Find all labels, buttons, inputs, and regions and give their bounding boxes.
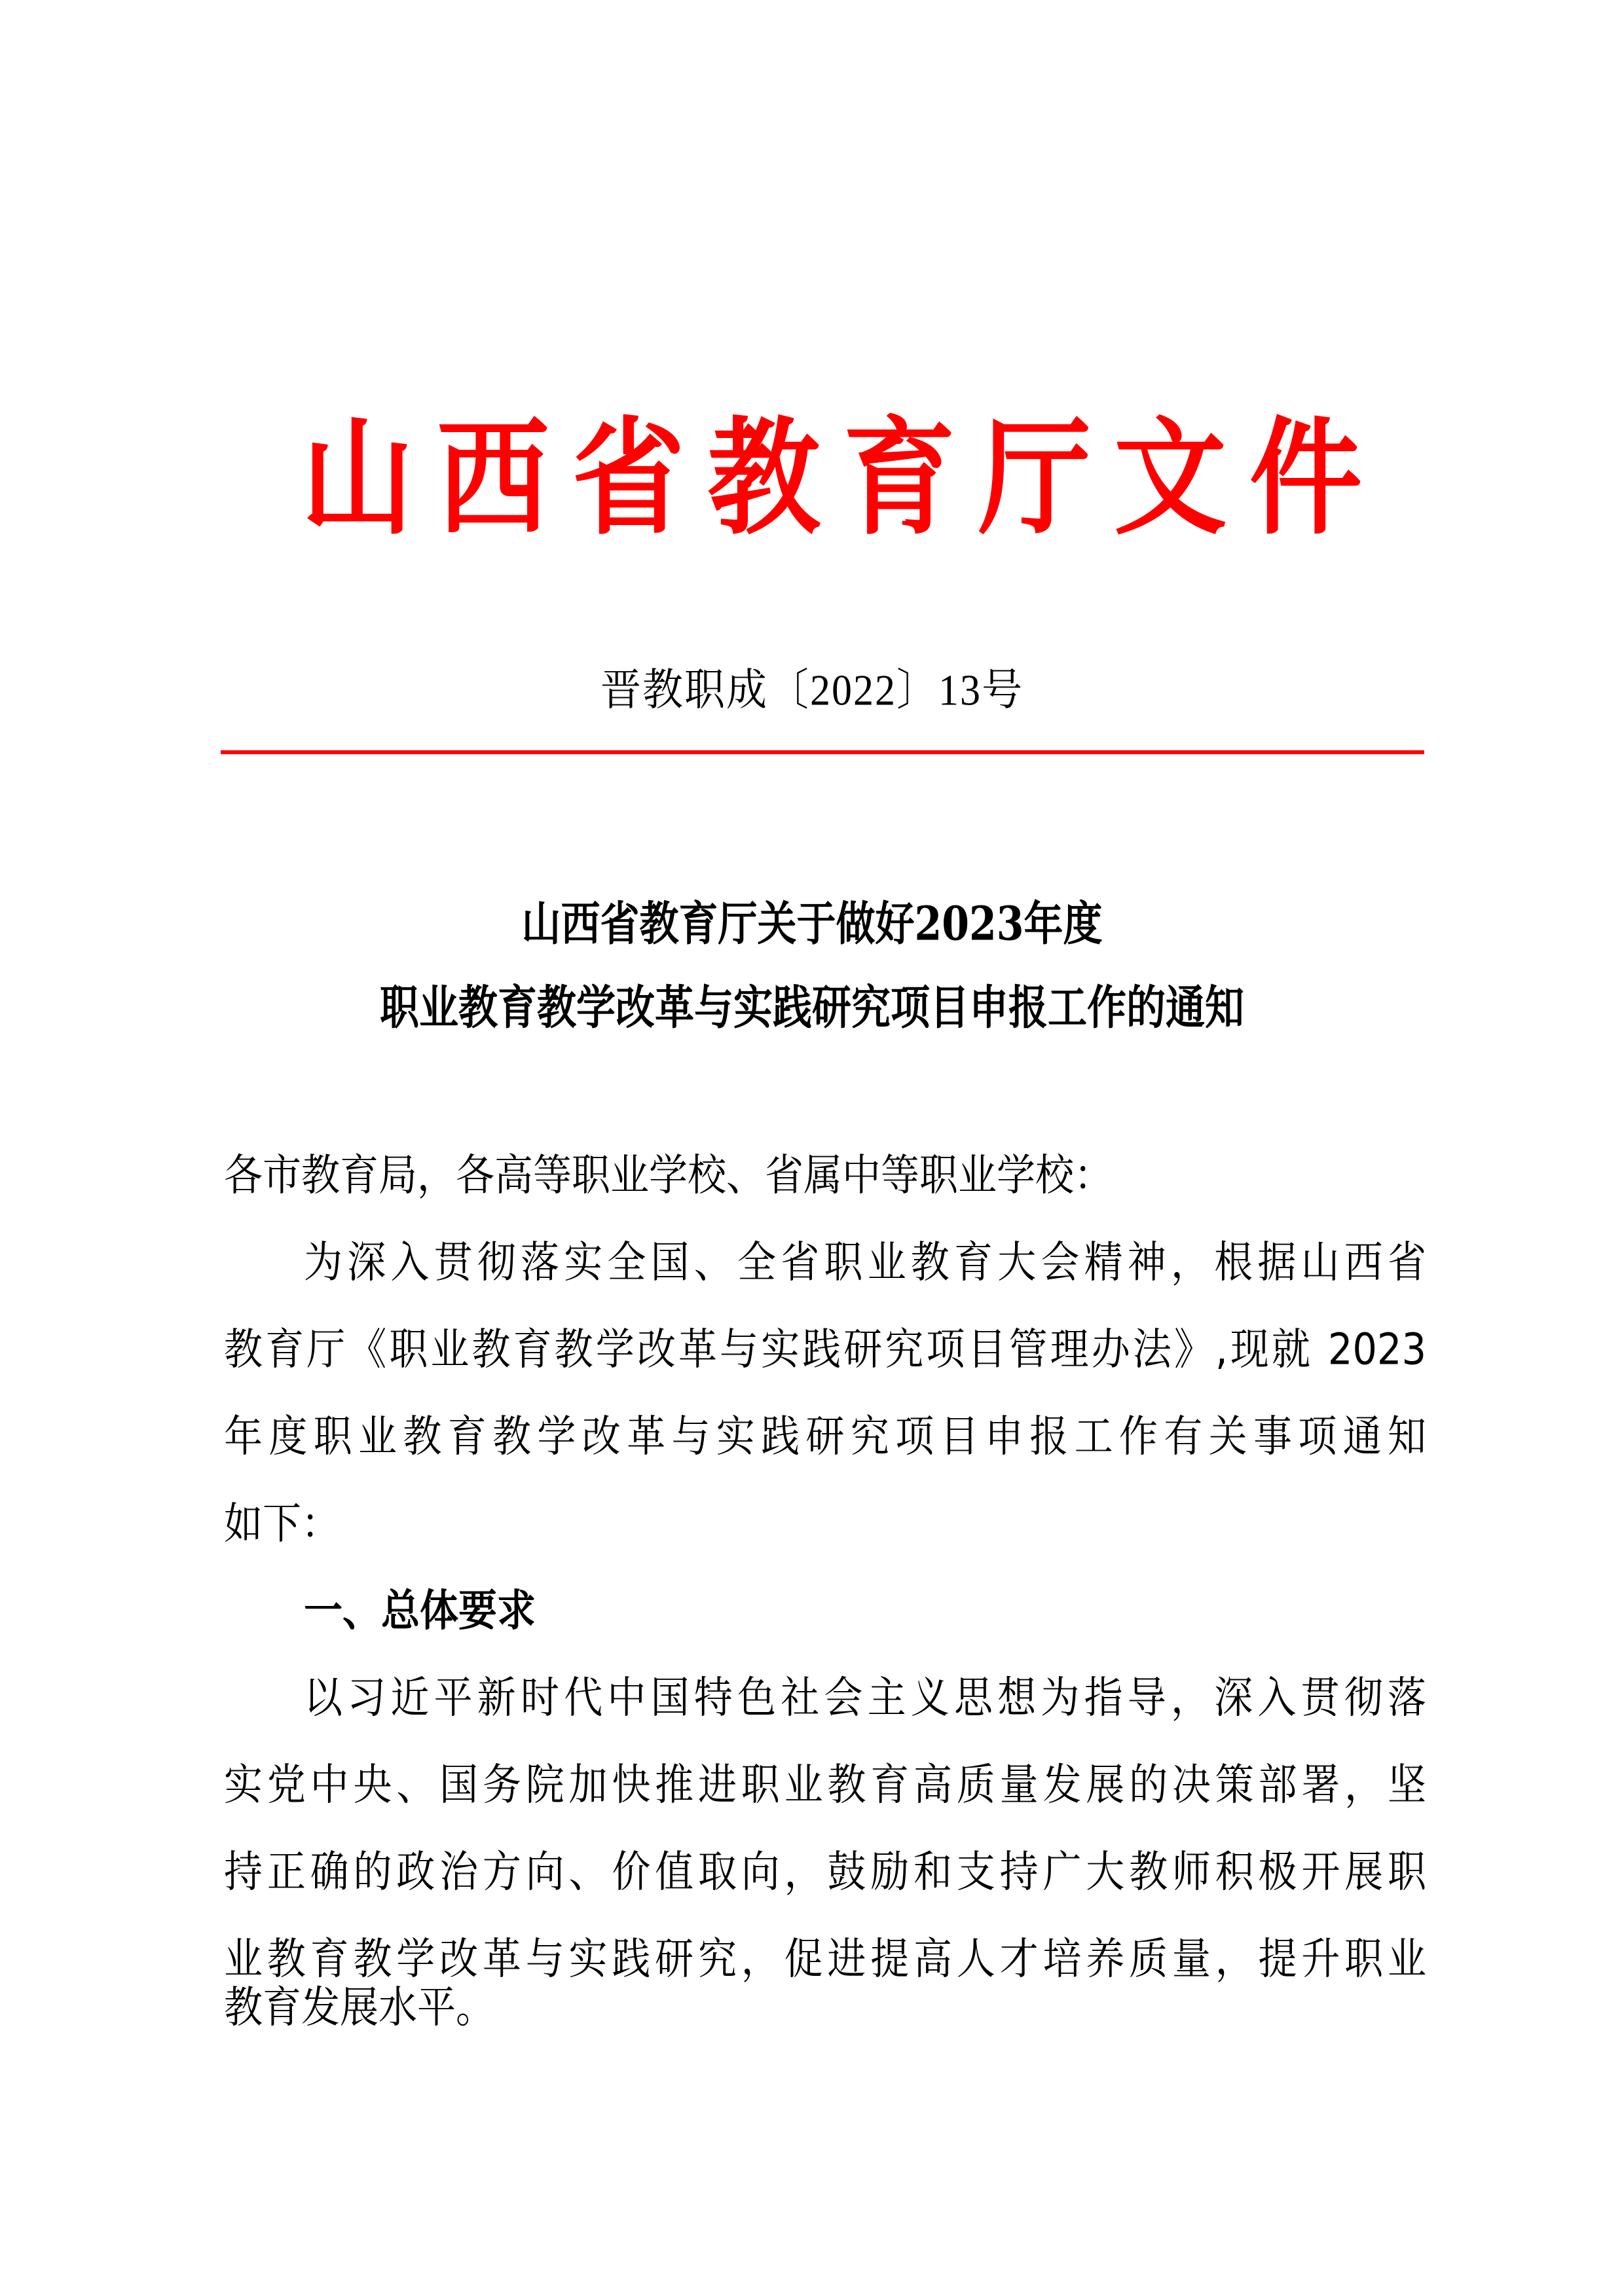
masthead-char: 育 [843,403,956,553]
masthead-char: 西 [436,403,549,553]
masthead-title [301,405,1362,551]
masthead-char: 文 [1114,403,1227,553]
section-paragraph-line: 业教育教学改革与实践研究，促进提高人才培养质量，提升职业 [224,1933,1426,1984]
document-title-line-2: 职业教育教学改革与实践研究项目申报工作的通知 [380,981,1244,1036]
document-title-line-1: 山西省教育厅关于做好2023年度 [521,897,1103,952]
red-divider-rule [221,750,1424,754]
section-paragraph-line: 持正确的政治方向、价值取向，鼓励和支持广大教师积极开展职 [224,1846,1426,1897]
section-paragraph-line: 教育发展水平。 [224,1981,495,2033]
masthead-char: 山 [301,403,414,553]
salutation: 各市教育局，各高等职业学校、省属中等职业学校： [224,1149,1113,1201]
section-paragraph-line: 实党中央、国务院加快推进职业教育高质量发展的决策部署，坚 [224,1758,1426,1810]
masthead-char: 省 [572,403,685,553]
intro-paragraph-line: 为深入贯彻落实全国、全省职业教育大会精神，根据山西省 [304,1236,1426,1288]
masthead-char: 教 [707,403,821,553]
intro-paragraph-line: 如下： [224,1497,341,1549]
document-number: 晋教职成〔2022〕13号 [600,666,1024,715]
section-paragraph-line: 以习近平新时代中国特色社会主义思想为指导，深入贯彻落 [304,1671,1426,1723]
intro-paragraph-line: 年度职业教育教学改革与实践研究项目申报工作有关事项通知 [224,1410,1426,1462]
masthead-char: 厅 [978,403,1092,553]
intro-paragraph-line: 教育厅《职业教育教学改革与实践研究项目管理办法》,现就 2023 [224,1323,1426,1375]
section-heading: 一、总体要求 [304,1584,536,1636]
masthead-char: 件 [1249,403,1362,553]
